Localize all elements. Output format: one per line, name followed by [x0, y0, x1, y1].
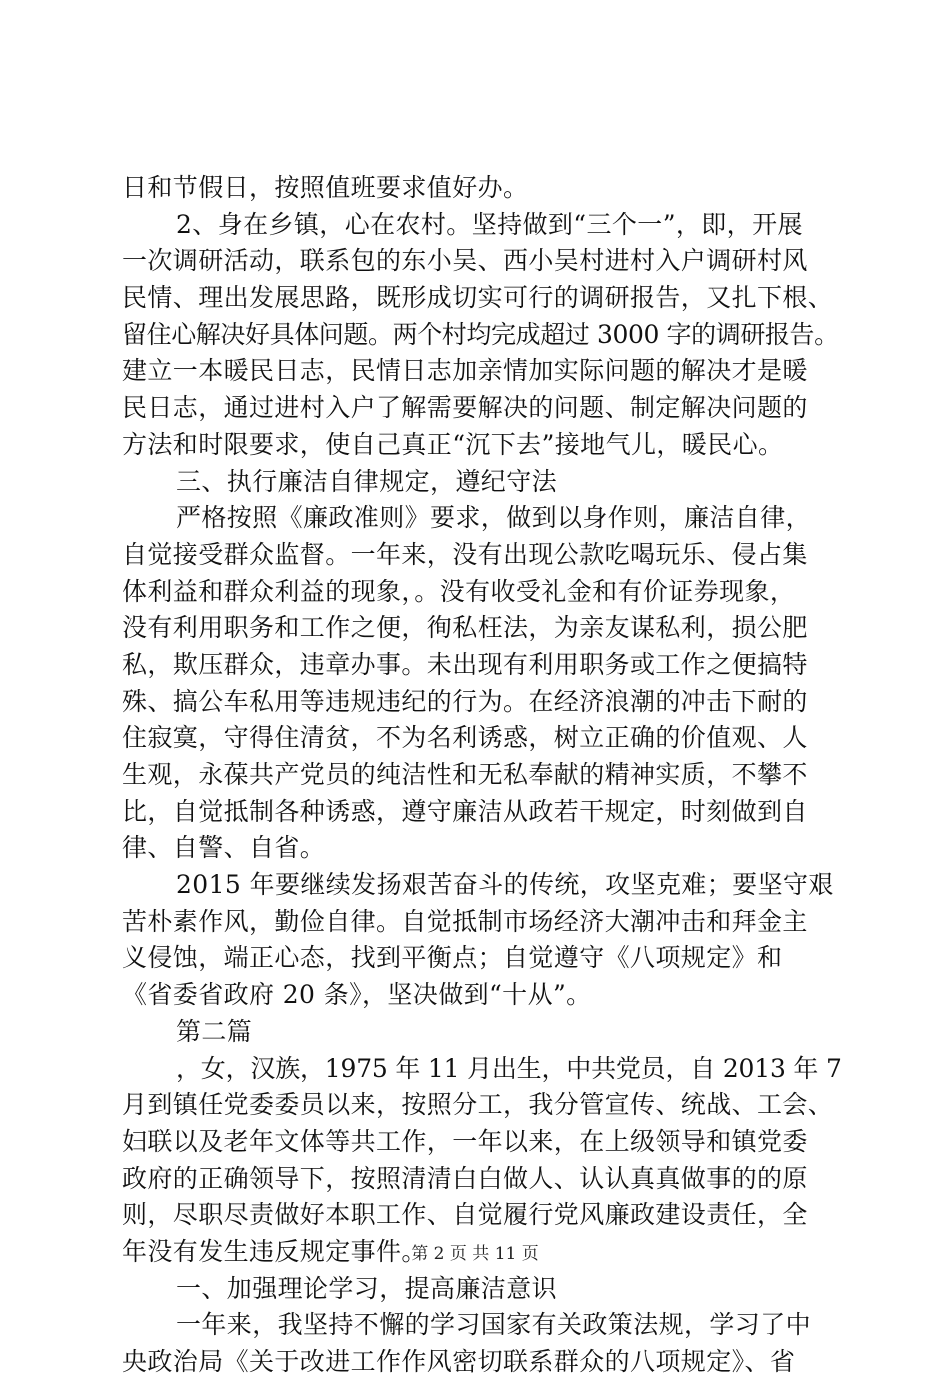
text-line: 月到镇任党委委员以来，按照分工，我分管宣传、统战、工会、 [122, 1090, 834, 1120]
text-line: 民日志，通过进村入户了解需要解决的问题、制定解决问题的 [122, 393, 808, 423]
text-line: 民情、理出发展思路，既形成切实可行的调研报告，又扎下根、 [122, 283, 834, 313]
text-line: 体利益和群众利益的现象，。没有收受礼金和有价证券现象， [122, 576, 796, 606]
text-line: 住寂寞，守得住清贫，不为名利诱惑，树立正确的价值观、人 [122, 723, 808, 753]
text-line: 央政治局《关于改进工作作风密切联系群众的八项规定》、省 [122, 1347, 796, 1376]
text-line: 比，自觉抵制各种诱惑，遵守廉洁从政若干规定，时刻做到自 [122, 796, 808, 826]
text-line: 律、自警、自省。 [122, 833, 326, 863]
text-line: 第二篇 [176, 1016, 253, 1046]
text-line: 日和节假日，按照值班要求值好办。 [122, 173, 529, 202]
text-line: 妇联以及老年文体等共工作，一年以来，在上级领导和镇党委 [122, 1126, 808, 1156]
text-line: 建立一本暖民日志，民情日志加亲情加实际问题的解决才是暖 [122, 356, 808, 386]
text-line: 政府的正确领导下，按照清清白白做人、认认真真做事的的原 [122, 1163, 808, 1193]
text-line: ，女，汉族，1975 年 11 月出生，中共党员，自 2013 年 7 [176, 1053, 842, 1083]
text-line: 年没有发生违反规定事件。 [122, 1236, 427, 1266]
text-line: 私，欺压群众，违章办事。未出现有利用职务或工作之便搞特 [122, 649, 808, 679]
text-line: 义侵蚀，端正心态，找到平衡点；自觉遵守《八项规定》和 [122, 943, 783, 973]
text-line: 《省委省政府 20 条》，坚决做到“十从”。 [122, 980, 592, 1010]
document-body [122, 170, 842, 1381]
text-line: 苦朴素作风，勤俭自律。自觉抵制市场经济大潮冲击和拜金主 [122, 906, 808, 936]
text-line: 2015 年要继续发扬艰苦奋斗的传统，攻坚克难；要坚守艰 [176, 870, 834, 900]
text-line: 没有利用职务和工作之便，徇私枉法，为亲友谋私利，损公肥 [122, 613, 808, 643]
text-line: 生观，永葆共产党员的纯洁性和无私奉献的精神实质，不攀不 [122, 760, 808, 789]
text-line: 一、加强理论学习，提高廉洁意识 [176, 1273, 558, 1303]
text-line: 则，尽职尽责做好本职工作、自觉履行党风廉政建设责任，全 [122, 1200, 808, 1230]
text-line: 2、身在乡镇，心在农村。坚持做到“三个一”，即，开展 [176, 209, 803, 239]
text-line: 留住心解决好具体问题。两个村均完成超过 3000 字的调研报告。 [122, 319, 839, 349]
text-line: 一次调研活动，联系包的东小吴、西小吴村进村入户调研村风 [122, 246, 808, 276]
text-line: 一年来，我坚持不懈的学习国家有关政策法规，学习了中 [176, 1310, 812, 1340]
text-line: 严格按照《廉政准则》要求，做到以身作则，廉洁自律， [176, 503, 812, 533]
text-line: 三、执行廉洁自律规定，遵纪守法 [176, 466, 558, 496]
text-line: 自觉接受群众监督。一年来，没有出现公款吃喝玩乐、侵占集 [122, 539, 808, 569]
text-line: 殊、搞公车私用等违规违纪的行为。在经济浪潮的冲击下耐的 [122, 686, 808, 716]
page-footer: 第 2 页 共 11 页 [411, 1244, 539, 1264]
text-line: 方法和时限要求，使自己真正“沉下去”接地气儿，暖民心。 [122, 429, 784, 459]
